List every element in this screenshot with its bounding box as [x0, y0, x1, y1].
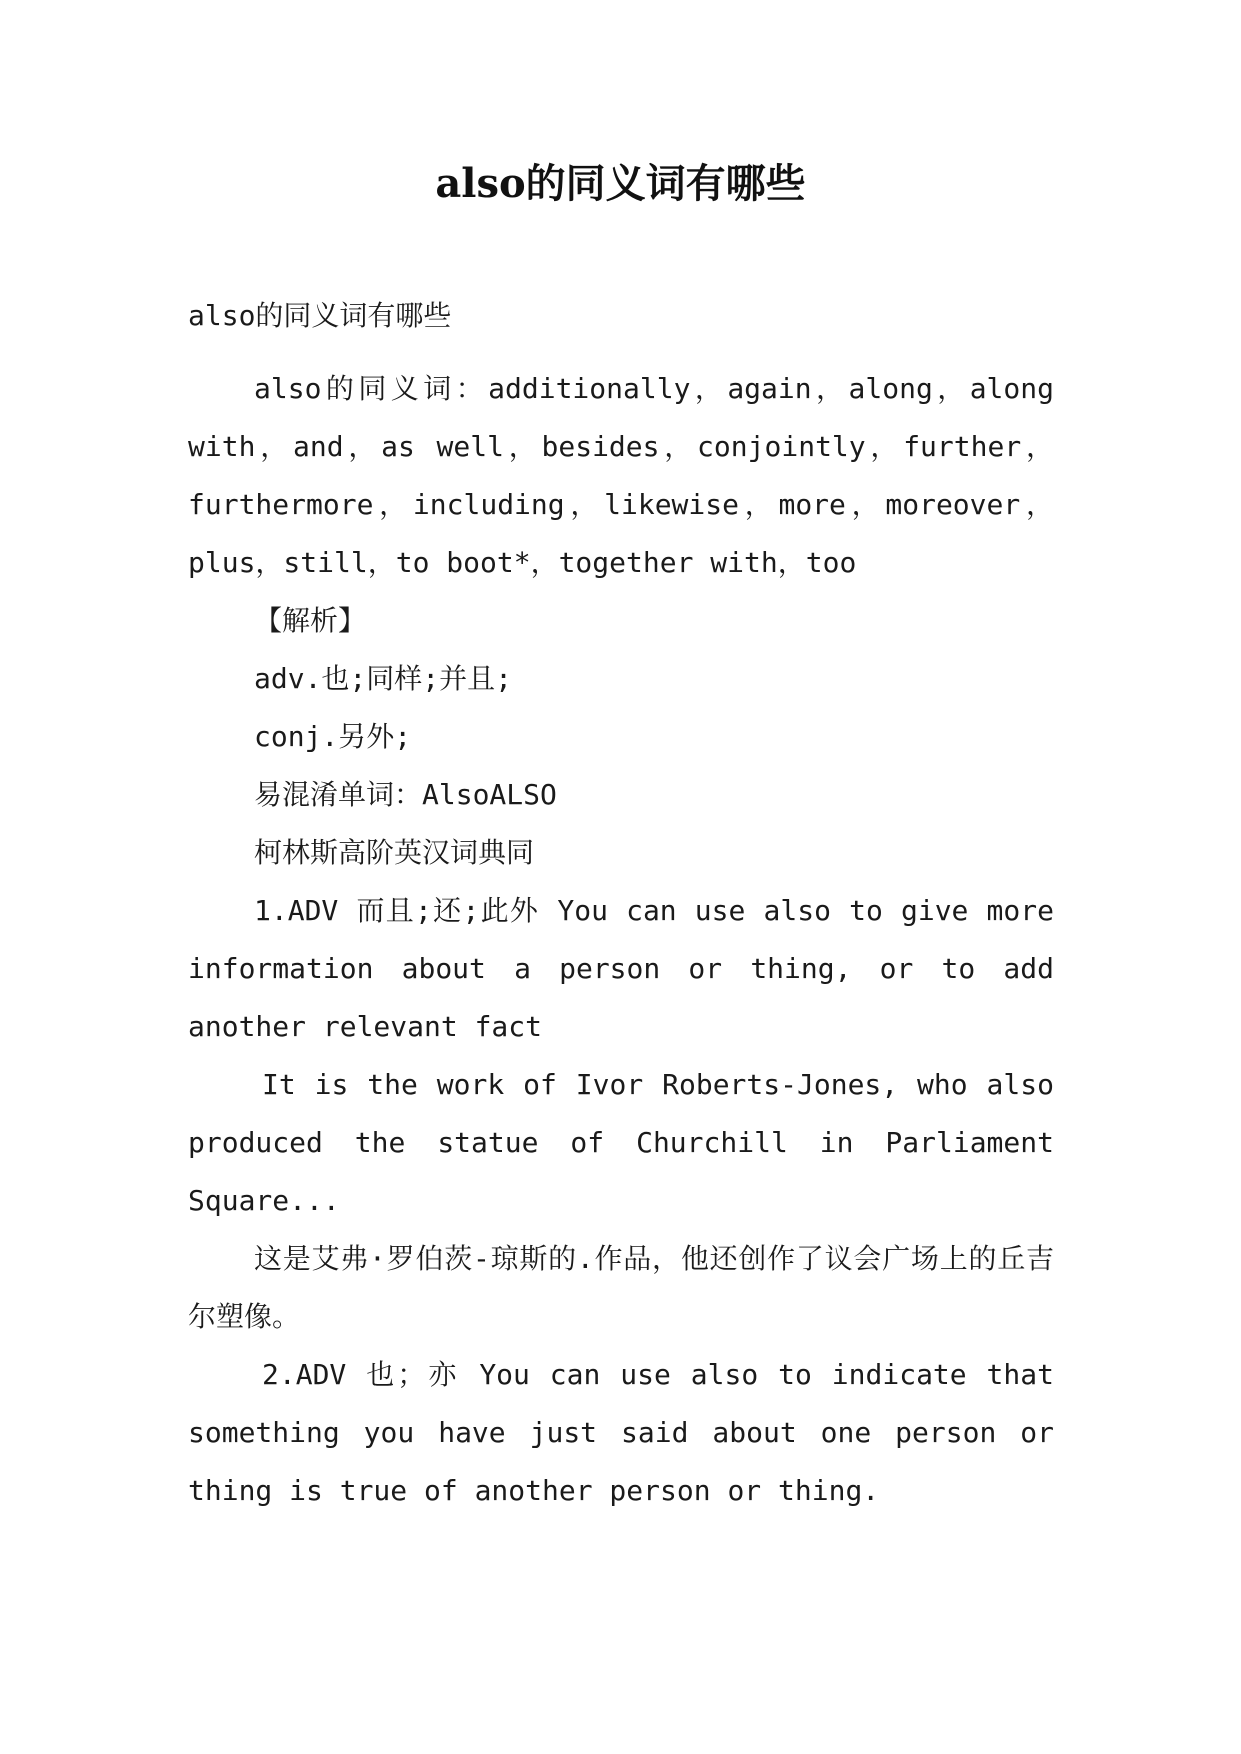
- sense-2-paragraph: 2.ADV 也；亦 You can use also to indicate that something you have just said about one person or thing is true of another person or thing.: [188, 1358, 1054, 1507]
- collins-heading: 柯林斯高阶英汉词典同: [254, 836, 535, 869]
- analysis-heading: 【解析】: [254, 604, 367, 637]
- synonyms-paragraph: also的同义词：additionally，again，along，along with，and，as well，besides，conjointly，further，furthermore，including，likewise，more，moreover，plus，still，to boot*，together with，too: [188, 372, 1054, 579]
- conj-definition: conj.另外;: [254, 720, 412, 753]
- sense-1-paragraph: 1.ADV 而且;还;此外 You can use also to give more information about a person or thing, or to add another relevant fact: [188, 894, 1054, 1043]
- confusable-words: 易混淆单词：AlsoALSO: [254, 778, 557, 811]
- document-body: [188, 360, 1054, 1520]
- document-subtitle: also的同义词有哪些: [188, 299, 452, 332]
- example-1-chinese: 这是艾弗·罗伯茨-琼斯的.作品，他还创作了议会广场上的丘吉尔塑像。: [188, 1242, 1054, 1333]
- example-1-english: It is the work of Ivor Roberts-Jones, who also produced the statue of Churchill in Parliament Square...: [188, 1068, 1054, 1217]
- adv-definition: adv.也;同样;并且;: [254, 662, 513, 695]
- document-title: also的同义词有哪些: [435, 160, 806, 207]
